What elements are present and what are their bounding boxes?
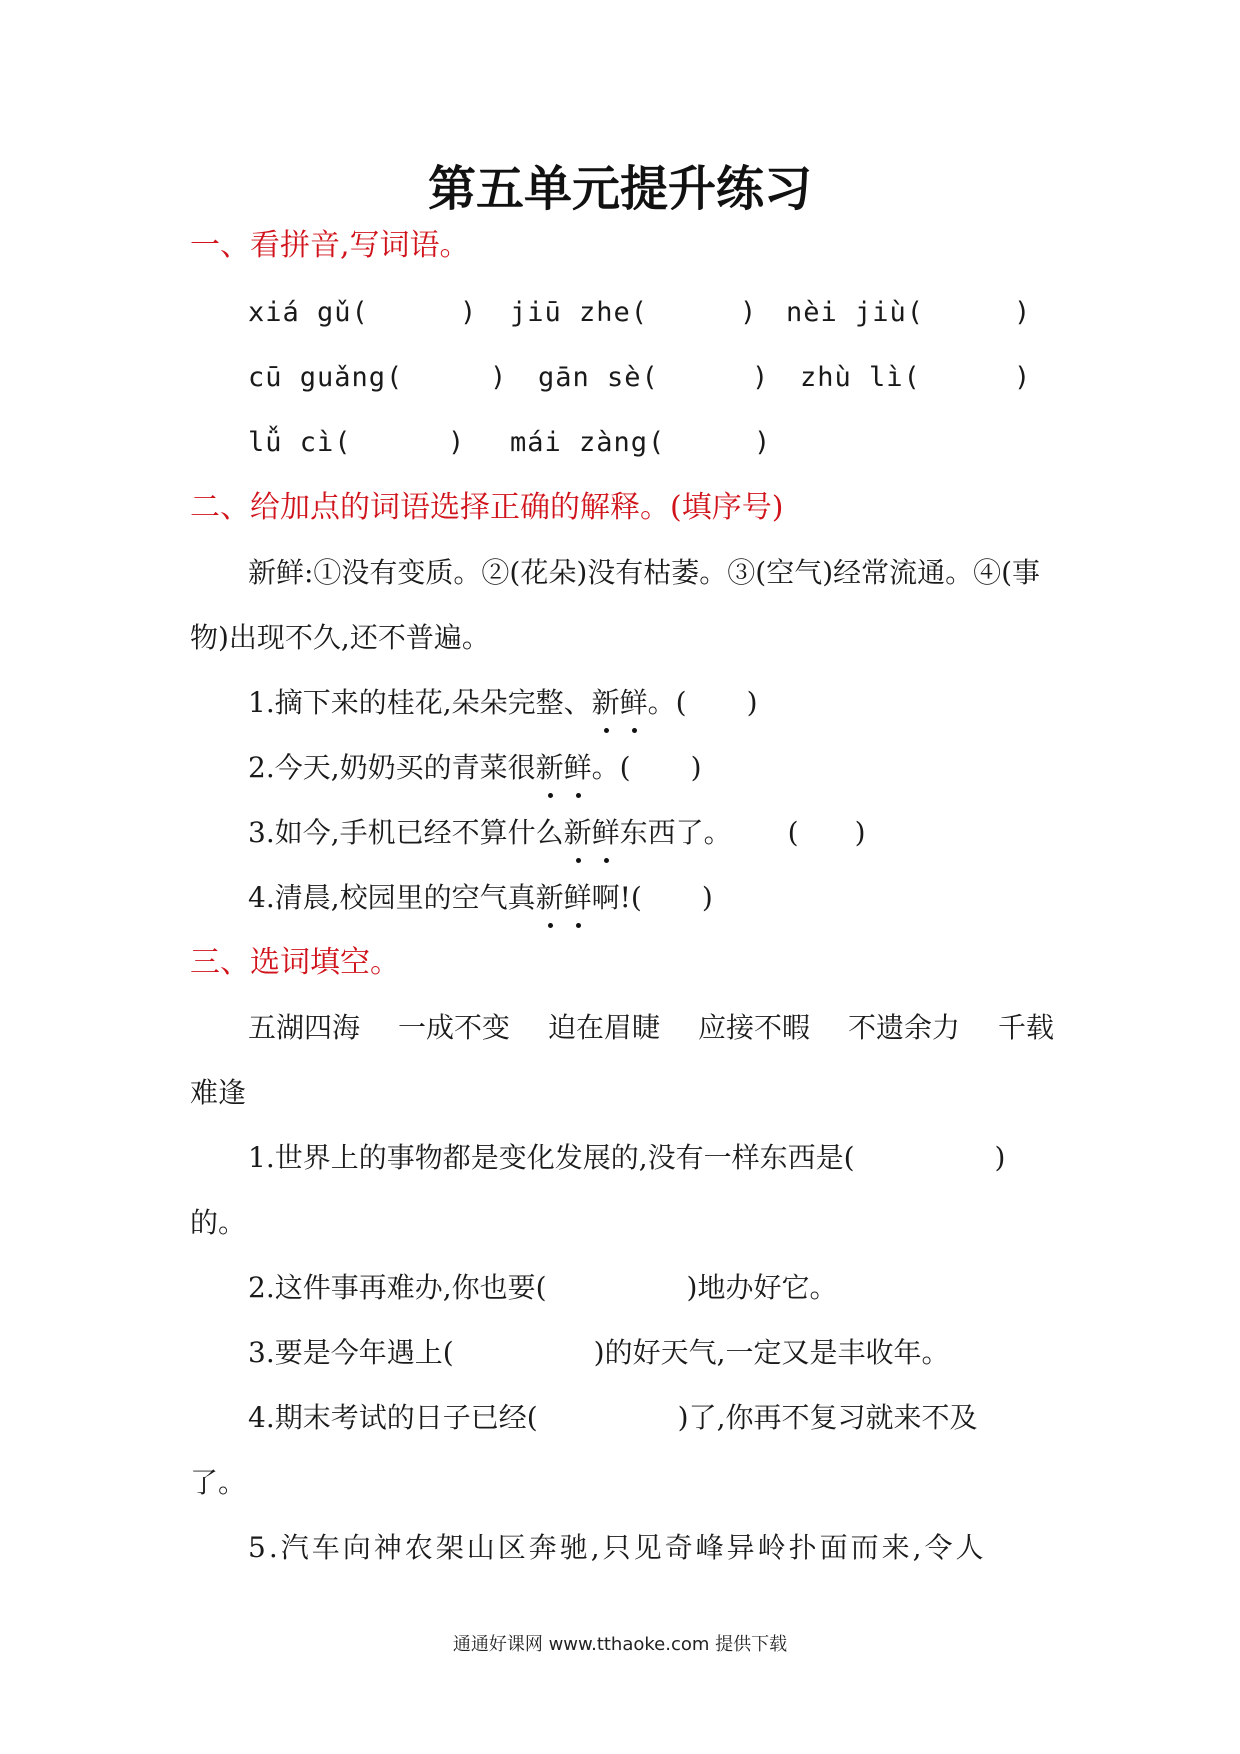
question-3-1: 1.世界上的事物都是变化发展的,没有一样东西是( ) [248, 1141, 1006, 1174]
emphasis-char: 鲜 [619, 686, 648, 719]
pinyin-item: gān sè( [538, 362, 659, 393]
word-option: 应接不暇 [698, 1011, 811, 1044]
word-option: 五湖四海 [248, 1011, 361, 1044]
question-2-3: 3.如今,手机已经不算什么新鲜东西了。 ( ) [248, 816, 866, 849]
emphasis-char: 新 [535, 881, 564, 914]
section-2-heading: 二、给加点的词语选择正确的解释。(填序号) [190, 490, 784, 525]
word-option: 迫在眉睫 [548, 1011, 661, 1044]
question-3-1-cont: 的。 [190, 1206, 247, 1239]
question-2-2: 2.今天,奶奶买的青菜很新鲜。( ) [248, 751, 702, 784]
emphasis-char: 鲜 [591, 816, 620, 849]
question-3-2: 2.这件事再难办,你也要( )地办好它。 [248, 1271, 838, 1304]
pinyin-item-close: ) [752, 362, 770, 393]
emphasis-char: 新 [563, 816, 592, 849]
pinyin-item: nèi jiù( [786, 297, 925, 328]
pinyin-item-close: ) [1014, 362, 1032, 393]
question-2-1: 1.摘下来的桂花,朵朵完整、新鲜。( ) [248, 686, 758, 719]
word-option: 一成不变 [398, 1011, 511, 1044]
question-3-3: 3.要是今年遇上( )的好天气,一定又是丰收年。 [248, 1336, 950, 1369]
page-title: 第五单元提升练习 [427, 161, 812, 217]
question-3-4: 4.期末考试的日子已经( )了,你再不复习就来不及 [248, 1401, 978, 1434]
pinyin-item: lǚ cì( [248, 427, 352, 458]
word-option: 不遗余力 [848, 1011, 961, 1044]
question-3-5: 5.汽车向神农架山区奔驰,只见奇峰异岭扑面而来,令人 [248, 1531, 987, 1564]
footer-source: 通通好课网 www.tthaoke.com 提供下载 [452, 1634, 788, 1655]
emphasis-char: 鲜 [563, 881, 592, 914]
pinyin-item-close: ) [740, 297, 758, 328]
pinyin-item: jiū zhe( [510, 297, 649, 328]
pinyin-item-close: ) [460, 297, 478, 328]
emphasis-char: 新 [591, 686, 620, 719]
pinyin-item-close: ) [448, 427, 466, 458]
pinyin-item-close: ) [1014, 297, 1032, 328]
section-3-heading: 三、选词填空。 [190, 945, 400, 980]
definition-text: 新鲜:①没有变质。②(花朵)没有枯萎。③(空气)经常流通。④(事 [248, 556, 1041, 589]
pinyin-item-close: ) [490, 362, 508, 393]
emphasis-char: 鲜 [563, 751, 592, 784]
pinyin-item: cū guǎng( [248, 362, 404, 393]
question-2-4: 4.清晨,校园里的空气真新鲜啊!( ) [248, 881, 713, 914]
pinyin-item: zhù lì( [800, 362, 921, 393]
section-1-heading: 一、看拼音,写词语。 [190, 228, 470, 263]
word-option: 难逢 [190, 1076, 247, 1109]
emphasis-char: 新 [535, 751, 564, 784]
definition-text: 物)出现不久,还不普遍。 [190, 621, 490, 654]
pinyin-item: xiá gǔ( [248, 297, 369, 328]
word-option: 千载 [998, 1011, 1055, 1044]
pinyin-item: mái zàng( [510, 427, 666, 458]
question-3-4-cont: 了。 [190, 1466, 247, 1499]
pinyin-item-close: ) [754, 427, 772, 458]
